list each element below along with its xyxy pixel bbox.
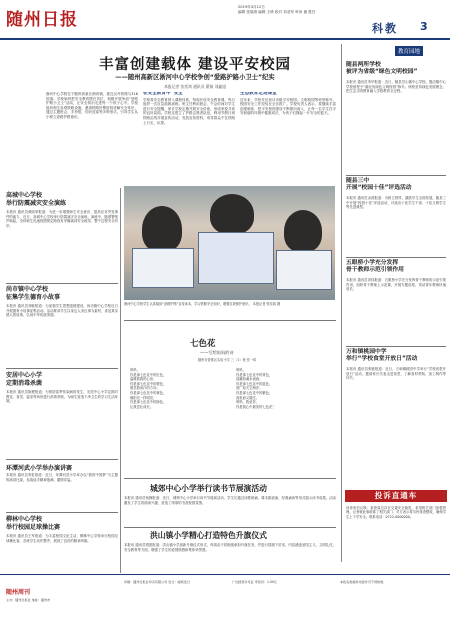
right-news-3-title: 五眼桥小学充分发挥 骨干教师示范引领作用 [346, 260, 404, 274]
lead-column-2-text: 学校将安全教育纳入课程体系，每周开设安全教育课，每月组织一次应急疏散演练。班主任利用晨会、午会时间对学生进行安全提醒，家长学校定期开展安全讲座，形成家校共育的良好局面。学校还建立了护路志愿者队伍，利用节假日到铁路沿线开展宣传活动，发放宣传资料，劝导群众不在铁路上行走、玩耍。 [143, 97, 235, 125]
right-news-2-body: 本报讯 通讯员余波报道：为树立榜样，激励学生全面发展，随县三中开展“校园十佳”评选活动，评选出十佳学生干部、十佳文明学生等先进典型。 [346, 196, 446, 209]
lead-column-1 [46, 92, 138, 182]
bottom-news-rule [124, 527, 336, 528]
photo-child-left [142, 206, 182, 252]
lead-column-2 [143, 92, 235, 182]
photo-book-center [198, 232, 274, 284]
lead-column-1-text: 淅河中心学校位于随州高新区淅河镇，靠近汉丹铁路与316国道。学校始终把安全教育摆在首位，积极开展争创“爱路护路小卫士”活动，让安全知识走进每一个孩子心中。学校组织师生参观铁路设施，邀请铁路民警进校讲解安全常识，通过主题班会、手抄报、知识竞赛等多种形式，引导学生从小树立爱路护路意识。 [46, 92, 138, 119]
left-news-2-title: 尚市镇中心学校 征集学生德育小故事 [6, 286, 61, 301]
issue-info [238, 5, 388, 15]
masthead [0, 0, 450, 40]
right-news-2-title: 随县三中 开展“校园十佳”评选活动 [346, 178, 412, 192]
right-news-4-title: 万和镇桃园中学 举行“学校食堂开放日”活动 [346, 349, 418, 363]
left-news-1-body: 本报讯 通讯员黄昭荣报道：为进一步增强师生安全意识，提高应对突发事件的能力，近日，高城中心学校举行防震减灾安全演练。演练中，随着警报声响起，全体师生迅速按照预定路线有序撤离到安全地带，整个过程安全有序。 [6, 210, 118, 228]
lead-subhead-1: 在安全教育中“安全” [143, 92, 186, 96]
left-rule-4 [6, 512, 118, 513]
right-column-divider [341, 44, 342, 562]
poem-column-right: 妈妈， 你是那七色花中的青色， 清澈如溪水流淌； 你是那七色花中的蓝色， 宽广如天空海洋； 你是那七色花中的紫色， 高贵而又端庄。 妈妈，我爱你， 你是我心中最美的七色花！ [236, 368, 276, 409]
bottom-news-1-body: 本报讯 通讯员杨静报道：近日，城郊中心小学举行读书节展演活动，学生们通过诗歌朗诵、课本剧表演、经典诵读等形式展示读书成果。活动激发了学生的阅读兴趣，营造了浓厚的书香校园氛围。 [124, 496, 336, 505]
issue-editors: 编辑 张瑞涛 编辑 王珍 校对 刘亚军 审读 谢 胜任 [238, 10, 316, 14]
left-news-2-body: 本报讯 通讯员刘敏报道：为加强学生思想道德建设，尚市镇中心学校近日开展德育小故事征集活动。活动要求学生以身边人身边事为素材，讲述真实感人的故事，弘扬中华传统美德。 [6, 304, 118, 317]
poem-author: 随州市曾都区实验小学 三（1）班 张一鸣 [198, 358, 257, 362]
page-number: 3 [420, 20, 428, 33]
lead-subtitle: ——随州高新区淅河中心学校争创“爱路护路小卫士”纪实 [115, 74, 275, 81]
photo-child-right [284, 210, 322, 252]
left-rule-2 [6, 368, 118, 369]
left-news-5-body: 本报讯 通讯员王军报道：为丰富校园文化生活，柳林中心学校举行校园足球操比赛，各班学生动作整齐，展现了良好的精神风貌。 [6, 534, 118, 543]
footer-column-2: 印刷：随州日报社印务有限公司 发行：邮局发行 [124, 580, 190, 584]
left-news-1-title: 高城中心学校 举行防震减灾安全演练 [6, 192, 67, 207]
lead-photo [124, 186, 335, 300]
left-column-divider [120, 188, 121, 573]
right-news-1-title: 随县两所学校 被评为省级“绿色文明校园” [346, 62, 418, 76]
right-rule-2 [346, 257, 446, 258]
left-news-3-title: 安居中心小学 定期消毒杀菌 [6, 372, 43, 387]
right-news-4-body: 本报讯 通讯员张敏报道：近日，万和镇桃园中学举行“学校食堂开放日”活动，邀请家长代表走进食堂，了解食材采购、加工制作等环节。 [346, 367, 446, 380]
left-news-3-body: 本报讯 通讯员陈俊报道：为预防春季传染病的发生，安居中心小学定期对教室、食堂、寝室等场所进行消毒杀菌，为师生营造干净卫生的学习生活环境。 [6, 390, 118, 403]
photo-child-center [210, 194, 254, 234]
section-badge: 教育园地 [395, 46, 423, 56]
photo-caption: 淅河中心学校学生认真阅读“爱路护路”宣传读本，学习铁路安全知识，增强自我保护意识。 本报记者 张奕鸿 摄 [124, 302, 281, 306]
bottom-news-2-title: 洪山镇小学精心打造特色升旗仪式 [150, 531, 267, 540]
right-rule-1 [346, 175, 446, 176]
right-news-3-body: 本报讯 通讯员刘伟报道：五眼桥小学充分发挥骨干教师的示范引领作用，组织骨干教师上示范课、开展专题讲座，带动青年教师快速成长。 [346, 278, 446, 291]
poem-column-left: 妈妈， 你是那七色花中的红色， 温暖着我的心房； 你是那七色花中的橙色， 照亮我前行的方向； 你是那七色花中的黄色， 像阳光一样明亮； 你是那七色花中的绿色， 让我茁壮成长。 [130, 368, 167, 409]
poem-title: 七色花 [190, 339, 216, 349]
lead-subhead-2: 生态教育走进课堂 [240, 92, 277, 96]
issue-date: 2019年3月12日 [238, 5, 265, 9]
section-name: 科教 [372, 22, 398, 35]
footer-column-4: 本报各类稿件未经许可不得转载 [340, 580, 384, 584]
left-rule-1 [6, 283, 118, 284]
footer-column-3: 广告经营许可证 零售价：1.00元 [232, 580, 277, 584]
left-news-4-title: 环潭河武小学举办演讲赛 [6, 465, 73, 472]
complaint-hotline-body: 读者来信反映：某校周边存在交通安全隐患，希望相关部门加强管理。记者就此事联系了相关部门，对方表示将尽快排查整改，确保学生上下学安全。联系电话：0722-0000000。 [346, 506, 446, 519]
photo-book-right [276, 250, 332, 290]
right-rule-3 [346, 346, 446, 347]
poem-top-rule [124, 320, 336, 321]
bottom-news-1-title: 城郊中心小学举行读书节展演活动 [150, 484, 267, 493]
poem-subtitle: ——写给妈妈的诗 [200, 350, 234, 355]
complaint-hotline-banner: 投诉直通车 [345, 490, 447, 502]
footer-column-1: 主办：随州日报社 地址：随州市 [6, 598, 51, 602]
lead-column-3 [240, 92, 336, 182]
right-news-1-body: 本报讯 通讯员李华报道：近日，随县厉山镇中心学校、殷店镇中心学校被授予“湖北省绿色文明校园”称号。两校坚持绿色发展理念，把生态文明教育融入学校教育全过程。 [346, 80, 446, 93]
lead-byline: 本报记者 张奕鸿 通讯员 翟娟 刘鑫旭 [164, 84, 226, 89]
left-news-5-title: 柳林中心学校 举行校园足球操比赛 [6, 516, 61, 531]
bottom-news-2-body: 本报讯 通讯员胡波报道：洪山镇小学创新升旗仪式形式，每周由不同班级承担升旗任务，并进行国旗下讲话，内容涵盖爱国主义、文明礼仪、安全教育等方面，增强了学生的爱国情感和集体荣誉感。 [124, 543, 336, 552]
photo-book-left [132, 248, 194, 288]
lead-headline: 丰富创建载体 建设平安校园 [98, 57, 292, 73]
footer-logo: 随州周刊 [6, 589, 31, 596]
left-rule-3 [6, 459, 118, 460]
left-news-4-body: 本报讯 通讯员李虹报道：近日，环潭河武小学举办以“我的中国梦”为主题的演讲比赛，参赛选手精神饱满，激情洋溢。 [6, 473, 118, 482]
lead-column-3-text: 近年来，学校先后获评市级平安校园、文明校园等荣誉称号。校园安全工作经验在全区推广。学校负责人表示，将继续丰富创建载体，把平安校园建设不断推向深入，让每一名学生在平安和谐的环境中健康成长，为孩子们撑起一片安全的蓝天。 [240, 97, 336, 116]
bottom-news-top-rule [124, 478, 336, 479]
newspaper-logo: 随州日报 [6, 10, 78, 30]
